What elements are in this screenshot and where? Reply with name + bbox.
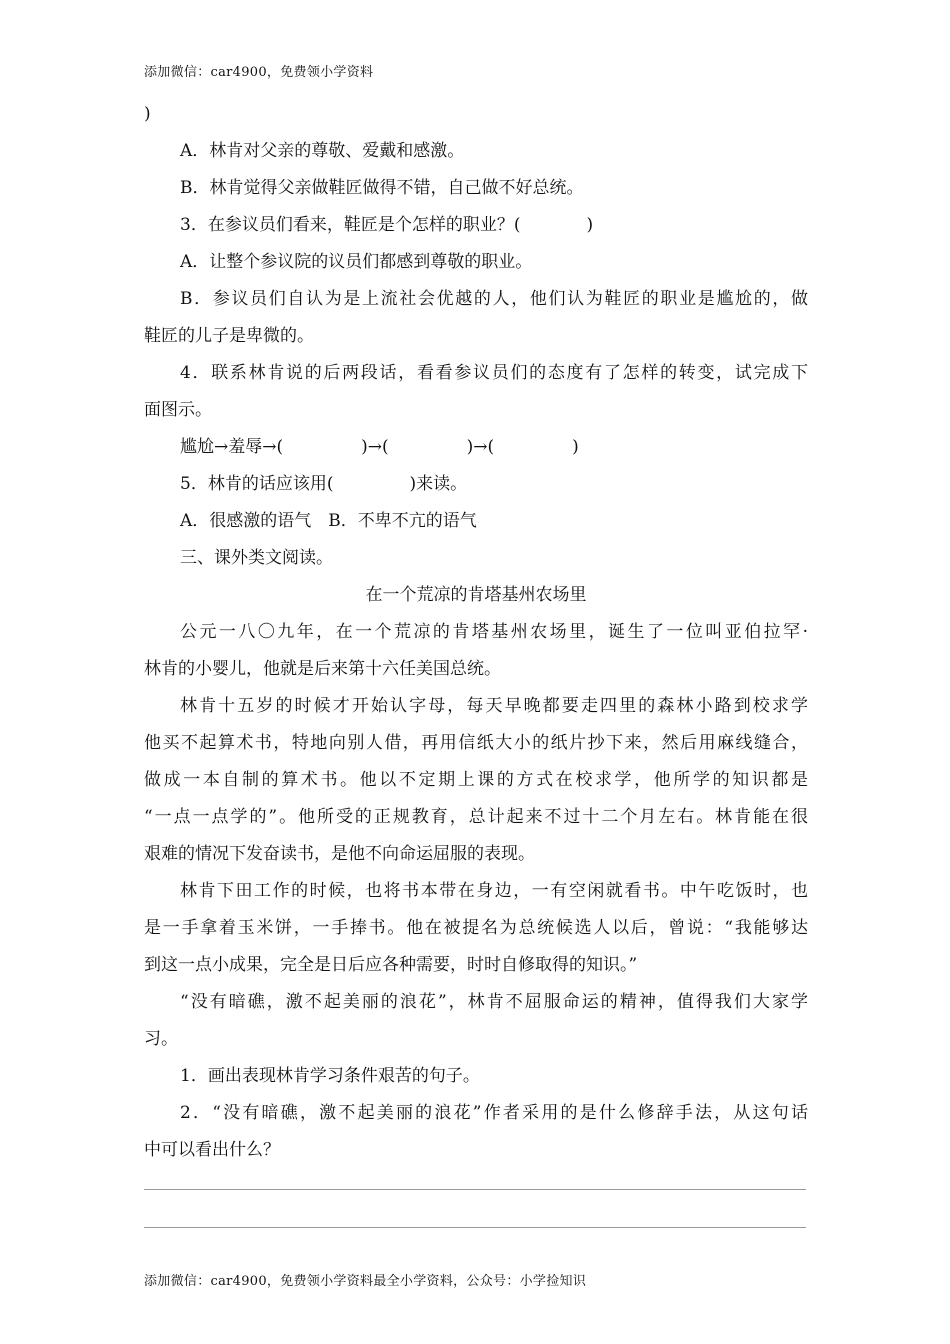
- question-5: [144, 466, 808, 503]
- diagram-start: 尴尬→羞辱→(: [180, 437, 284, 457]
- answer-line[interactable]: [144, 1227, 806, 1228]
- diagram-line: [144, 429, 808, 466]
- option-b-continued: 鞋匠的儿子是卑微的。: [144, 326, 314, 346]
- arrow-paren: )→(: [361, 437, 389, 457]
- paragraph-line: 他买不起算术书，特地向别人借，再用信纸大小的纸片抄下来，然后用麻线缝合，: [144, 733, 808, 753]
- option-a: A．林肯对父亲的尊敬、爱戴和感激。: [180, 141, 465, 161]
- paren-close: ): [586, 215, 594, 235]
- section-heading: 三、课外类文阅读。: [180, 548, 333, 568]
- article-title: 在一个荒凉的肯塔基州农场里: [365, 585, 587, 605]
- paragraph-line: “一点一点学的”。他所受的正规教育，总计起来不过十二个月左右。林肯能在很: [144, 807, 808, 827]
- paragraph-line: 林肯下田工作的时候，也将书本带在身边，一有空闲就看书。中午吃饭时，也: [180, 881, 808, 901]
- options-line: A．很感激的语气 B．不卑不亢的语气: [180, 511, 477, 531]
- paragraph-line: 林肯的小婴儿，他就是后来第十六任美国总统。: [144, 659, 501, 679]
- question-5-text: 5．林肯的话应该用(: [180, 474, 334, 494]
- page-header: 添加微信：car4900，免费领小学资料: [144, 65, 374, 80]
- option-a: A．让整个参议院的议员们都感到尊敬的职业。: [180, 252, 533, 272]
- text-line: ): [144, 104, 151, 124]
- paren-close: ): [572, 437, 579, 457]
- option-b: B．林肯觉得父亲做鞋匠做得不错，自己做不好总统。: [180, 178, 584, 198]
- question-5-tail: )来读。: [409, 474, 468, 494]
- paragraph-line: 公元一八〇九年，在一个荒凉的肯塔基州农场里，诞生了一位叫亚伯拉罕·: [180, 622, 808, 642]
- paragraph-line: 习。: [144, 1029, 178, 1049]
- paragraph-line: 做成一本自制的算术书。他以不定期上课的方式在校求学，他所学的知识都是: [144, 770, 808, 790]
- question-3-text: 3．在参议员们看来，鞋匠是个怎样的职业？(: [180, 215, 521, 235]
- question-1: 1．画出表现林肯学习条件艰苦的句子。: [180, 1066, 480, 1086]
- question-4-continued: 面图示。: [144, 400, 212, 420]
- question-3: [144, 207, 808, 244]
- paragraph-line: 到这一点小成果，完全是日后应各种需要，时时自修取得的知识。”: [144, 955, 638, 975]
- question-4: 4．联系林肯说的后两段话，看看参议员们的态度有了怎样的转变，试完成下: [180, 363, 808, 383]
- question-2-continued: 中可以看出什么？: [144, 1140, 280, 1160]
- paragraph-line: 是一手拿着玉米饼，一手捧书。他在被提名为总统候选人以后，曾说：“我能够达: [144, 918, 808, 938]
- arrow-paren: )→(: [466, 437, 495, 457]
- paragraph-line: 林肯十五岁的时候才开始认字母，每天早晚都要走四里的森林小路到校求学: [180, 696, 808, 716]
- document-body: [144, 96, 808, 1228]
- paragraph-line: “没有暗礁，激不起美丽的浪花”，林肯不屈服命运的精神，值得我们大家学: [180, 992, 808, 1012]
- page-footer: 添加微信：car4900，免费领小学资料最全小学资料，公众号：小学捡知识: [144, 1274, 587, 1289]
- option-b: B．参议员们自认为是上流社会优越的人，他们认为鞋匠的职业是尴尬的，做: [180, 289, 808, 309]
- paragraph-line: 艰难的情况下发奋读书，是他不向命运屈服的表现。: [144, 844, 535, 864]
- question-2: 2．“没有暗礁，激不起美丽的浪花”作者采用的是什么修辞手法，从这句话: [180, 1103, 808, 1123]
